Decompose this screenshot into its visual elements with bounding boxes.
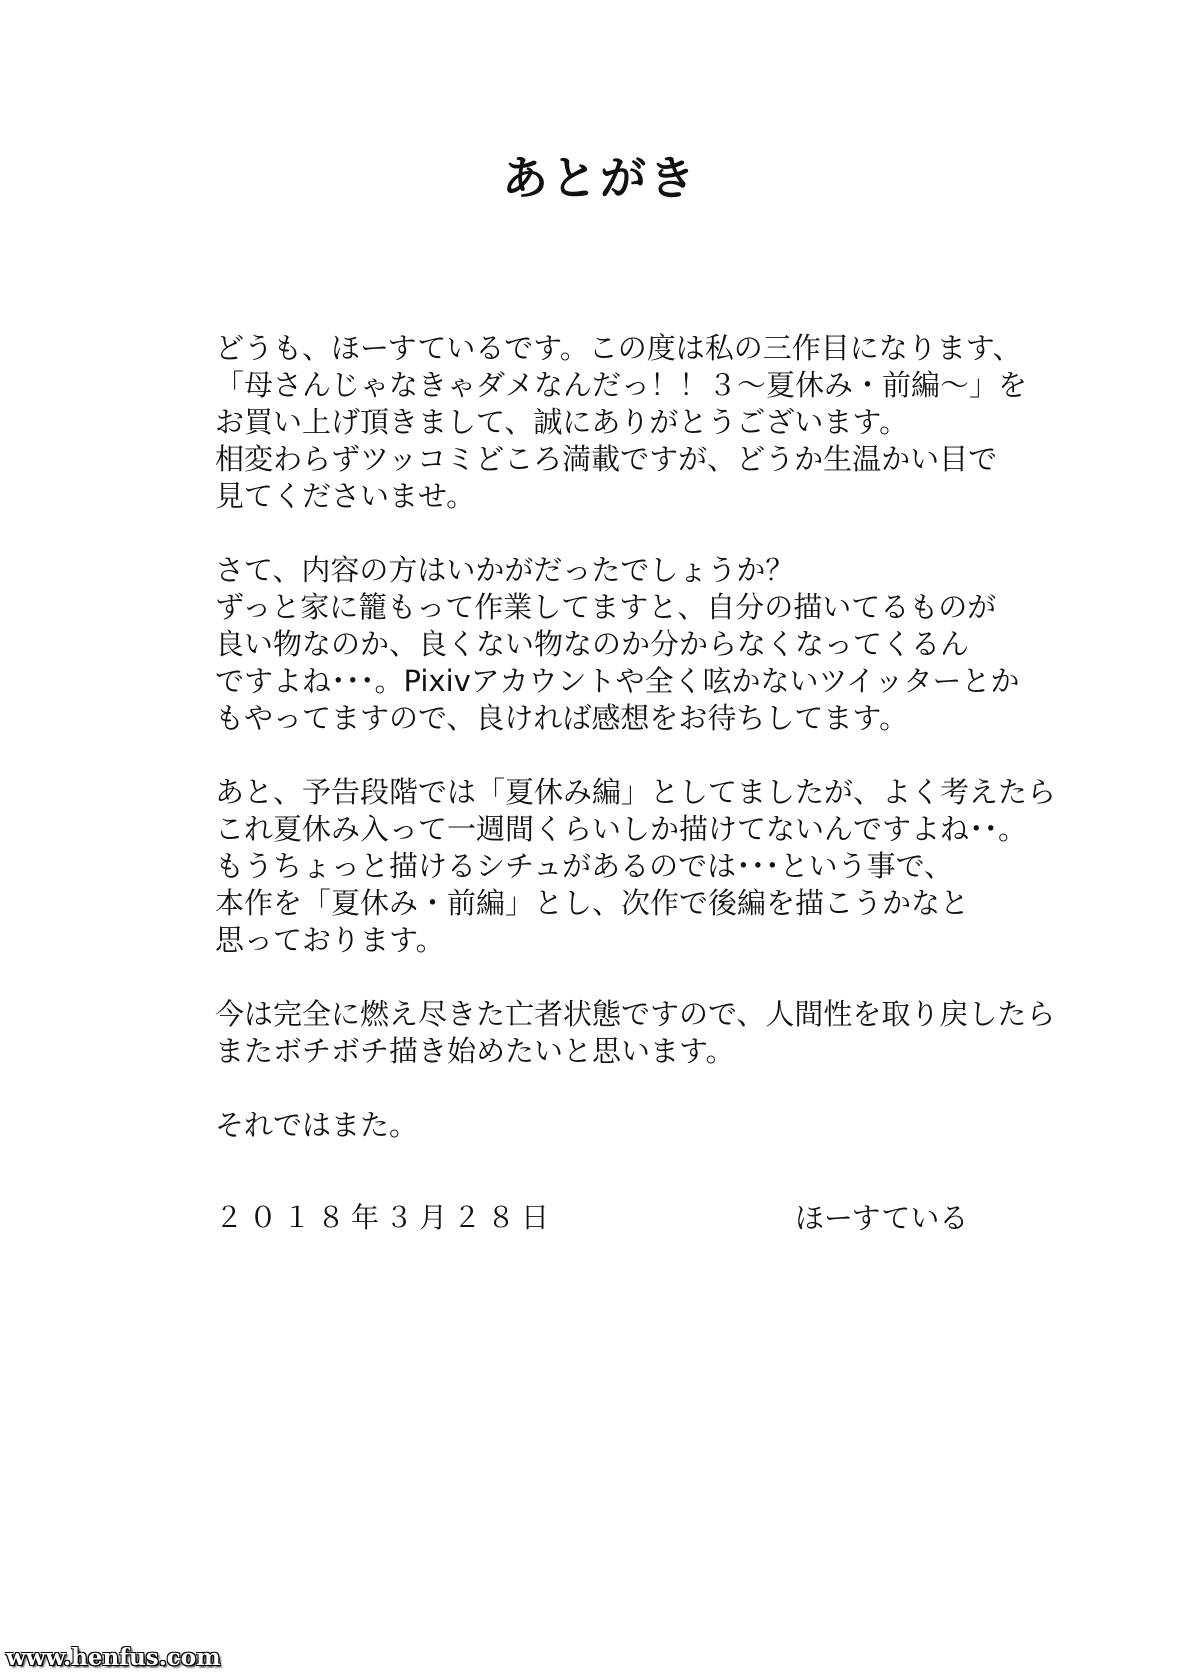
paragraph [215,330,1115,515]
text-line: あと、予告段階では「夏休み編」としてましたが、よく考えたら [215,775,1057,809]
author-name: ほーすている [795,1201,969,1235]
paragraph [215,552,1115,737]
text-line: さて、内容の方はいかがだったでしょうか？ [215,553,795,587]
paragraph [215,774,1115,959]
text-line: どうも、ほーすているです。この度は私の三作目になります、 [215,331,1022,365]
paragraph [215,996,1115,1070]
text-line: 見てくださいませ。 [215,479,476,513]
text-line: またボチボチ描き始めたいと思います。 [215,1034,735,1068]
afterword-body [215,330,1115,1181]
paragraph [215,1107,1115,1144]
page-title: あとがき [502,151,698,205]
text-line: お買い上げ頂きまして、誠にありがとうございます。 [215,405,909,439]
text-line: ですよね･･･。Pixivアカウントや全く呟かないツイッターとか [215,664,1020,698]
text-line: これ夏休み入って一週間くらいしか描けてないんですよね･･。 [215,812,1028,846]
signoff [215,1196,1115,1236]
text-line: 思っております。 [215,923,445,957]
date: ２０１８年３月２８日 [215,1201,556,1234]
text-line: もうちょっと描けるシチュがあるのでは･･･という事で、 [215,849,954,883]
text-line: 「母さんじゃなきゃダメなんだっ！！３〜夏休み・前編〜」を [215,368,1028,402]
text-line: もやってますので、良ければ感想をお待ちしてます。 [215,701,909,735]
text-line: 今は完全に燃え尽きた亡者状態ですので、人間性を取り戻したら [215,997,1056,1031]
text-line: 相変わらずツッコミどころ満載ですが、どうか生温かい目で [215,442,998,476]
text-line: 良い物なのか、良くない物なのか分からなくなってくるん [215,627,970,661]
watermark: www.henfus.com [6,1644,221,1671]
text-line: それではまた。 [215,1108,419,1142]
text-line: 本作を「夏休み・前編」とし、次作で後編を描こうかなと [215,886,970,920]
text-line: ずっと家に籠もって作業してますと、自分の描いてるものが [215,590,997,624]
